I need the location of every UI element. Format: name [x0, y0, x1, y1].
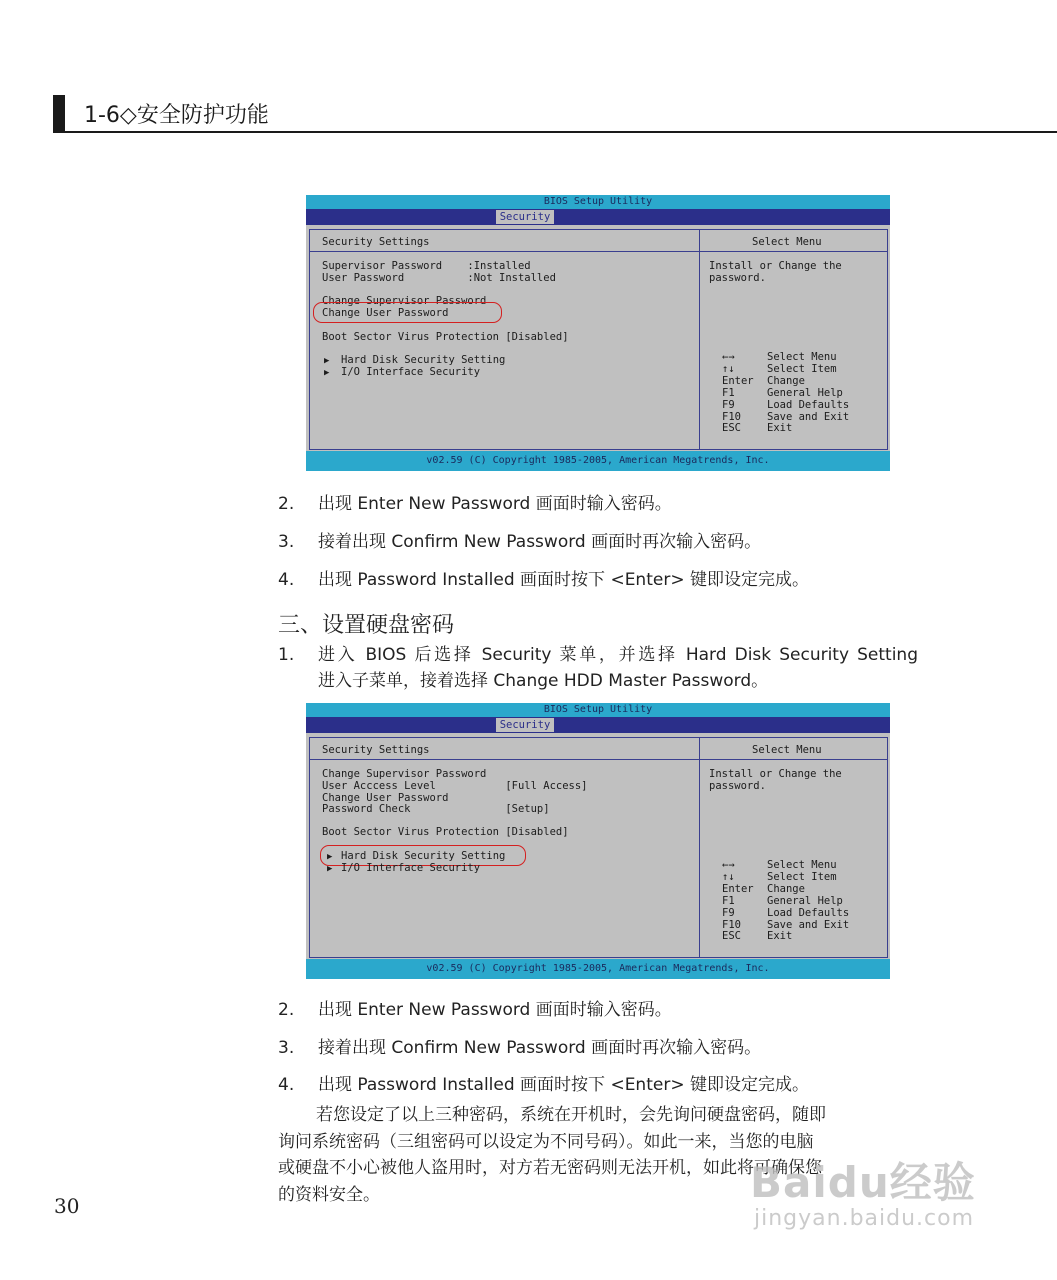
bios-help-line: Install or Change the [709, 768, 842, 780]
bios-key-desc: Save and Exit [767, 919, 850, 931]
bios-key: ESC [722, 930, 741, 942]
bios-key-desc: General Help [767, 387, 843, 399]
page-number: 30 [54, 1194, 80, 1218]
bios-item-change-supervisor-password[interactable]: Change Supervisor Password [322, 768, 487, 780]
closing-paragraph: 若您设定了以上三种密码，系统在开机时，会先询问硬盘密码，随即 询问系统密码（三组密码可以设定为不同号码）。如此一来，当您的电脑 或硬盘不小心被他人盗用时，对方若无密码则无法开机，如此将可确保您 的资料安全。 [278, 1105, 826, 1205]
highlight-circle [313, 302, 502, 323]
bios-title: BIOS Setup Utility [543, 704, 653, 715]
bios-copyright: v02.59 (C) Copyright 1985-2005, American Megatrends, Inc. [426, 455, 770, 466]
bios-key: F1 [722, 387, 735, 399]
bios-left-divider [309, 251, 700, 252]
bios-key-desc: Select Menu [767, 859, 837, 871]
section-title: 1-6◇安全防护功能 [84, 103, 269, 128]
bios-key: F1 [722, 895, 735, 907]
bios-item-user-password[interactable]: User Password :Not Installed [322, 272, 556, 284]
submenu-arrow-icon: ▶ [324, 356, 330, 366]
bios-item-change-user-password[interactable]: Change User Password [322, 792, 449, 804]
bios-help-line: Install or Change the [709, 260, 842, 272]
bios-key: F9 [722, 399, 735, 411]
bios-tab-security[interactable]: Security [496, 210, 554, 224]
step-item: 1. 进入 BIOS 后选择 Security 菜单，并选择 Hard Disk Security Setting 进入子菜单，接着选择 Change HDD Master Password。 [278, 645, 918, 691]
step-item: 4. 出现 Password Installed 画面时按下 <Enter> 键即设定完成。 [278, 570, 809, 590]
bios-item-supervisor-password[interactable]: Supervisor Password :Installed [322, 260, 531, 272]
watermark-logo-text: Baidu经验 [750, 1158, 976, 1207]
bios-right-header: Select Menu [752, 744, 822, 756]
bios-item-hard-disk-security-setting[interactable]: Hard Disk Security Setting [341, 850, 506, 862]
bios-key: F10 [722, 919, 741, 931]
bios-screenshot-2 [306, 703, 890, 979]
bios-key-desc: Exit [767, 930, 793, 942]
bios-item-hard-disk-security-setting[interactable]: Hard Disk Security Setting [341, 354, 506, 366]
step-item: 3. 接着出现 Confirm New Password 画面时再次输入密码。 [278, 1038, 762, 1058]
bios-key: F10 [722, 411, 741, 423]
bios-left-header: Security Settings [322, 744, 430, 756]
bios-key-desc: Select Menu [767, 351, 837, 363]
bios-key-desc: Load Defaults [767, 399, 850, 411]
bios-key-desc: Select Item [767, 871, 837, 883]
bios-menu-strip [306, 209, 890, 225]
bios-key-desc: Change [767, 883, 805, 895]
bios-menu-strip [306, 717, 890, 733]
bios-help-line: password. [709, 780, 766, 792]
bios-copyright: v02.59 (C) Copyright 1985-2005, American Megatrends, Inc. [426, 963, 770, 974]
bios-key: F9 [722, 907, 735, 919]
submenu-arrow-icon: ▶ [327, 852, 333, 862]
bios-item-boot-sector-virus-protection[interactable]: Boot Sector Virus Protection [Disabled] [322, 331, 569, 343]
bios-key: Enter [722, 375, 754, 387]
bios-key-desc: Exit [767, 422, 793, 434]
bios-key: ↑↓ [722, 363, 735, 375]
bios-key-desc: General Help [767, 895, 843, 907]
step-item: 4. 出现 Password Installed 画面时按下 <Enter> 键即设定完成。 [278, 1075, 809, 1095]
submenu-arrow-icon: ▶ [324, 368, 330, 378]
bios-item-io-interface-security[interactable]: I/O Interface Security [341, 366, 481, 378]
bios-item-user-access-level[interactable]: User Acccess Level [Full Access] [322, 780, 588, 792]
bios-item-password-check[interactable]: Password Check [Setup] [322, 803, 550, 815]
section-heading: 三、设置硬盘密码 [278, 613, 455, 638]
bios-key: Enter [722, 883, 754, 895]
watermark-url: jingyan.baidu.com [754, 1206, 975, 1231]
step-item: 2. 出现 Enter New Password 画面时输入密码。 [278, 1000, 672, 1020]
submenu-arrow-icon: ▶ [327, 864, 333, 874]
bios-key: ESC [722, 422, 741, 434]
bios-left-divider [309, 759, 700, 760]
bios-key: ←→ [722, 859, 735, 871]
bios-screenshot-1 [306, 195, 890, 471]
header-bar [53, 95, 65, 133]
bios-key: ←→ [722, 351, 735, 363]
baidu-watermark [750, 1150, 976, 1231]
bios-item-change-user-password[interactable]: Change User Password [322, 307, 449, 319]
bios-item-change-supervisor-password[interactable]: Change Supervisor Password [322, 295, 487, 307]
header-rule [65, 131, 1057, 133]
step-item: 2. 出现 Enter New Password 画面时输入密码。 [278, 494, 672, 514]
bios-right-divider [699, 759, 888, 760]
bios-item-io-interface-security[interactable]: I/O Interface Security [341, 862, 481, 874]
bios-item-boot-sector-virus-protection[interactable]: Boot Sector Virus Protection [Disabled] [322, 826, 569, 838]
bios-left-header: Security Settings [322, 236, 430, 248]
bios-key-desc: Load Defaults [767, 907, 850, 919]
bios-key-desc: Save and Exit [767, 411, 850, 423]
bios-help-line: password. [709, 272, 766, 284]
bios-tab-security[interactable]: Security [496, 718, 554, 732]
bios-right-divider [699, 251, 888, 252]
bios-right-header: Select Menu [752, 236, 822, 248]
step-item: 3. 接着出现 Confirm New Password 画面时再次输入密码。 [278, 532, 762, 552]
bios-key-desc: Change [767, 375, 805, 387]
bios-key-desc: Select Item [767, 363, 837, 375]
bios-key: ↑↓ [722, 871, 735, 883]
bios-title: BIOS Setup Utility [543, 196, 653, 207]
